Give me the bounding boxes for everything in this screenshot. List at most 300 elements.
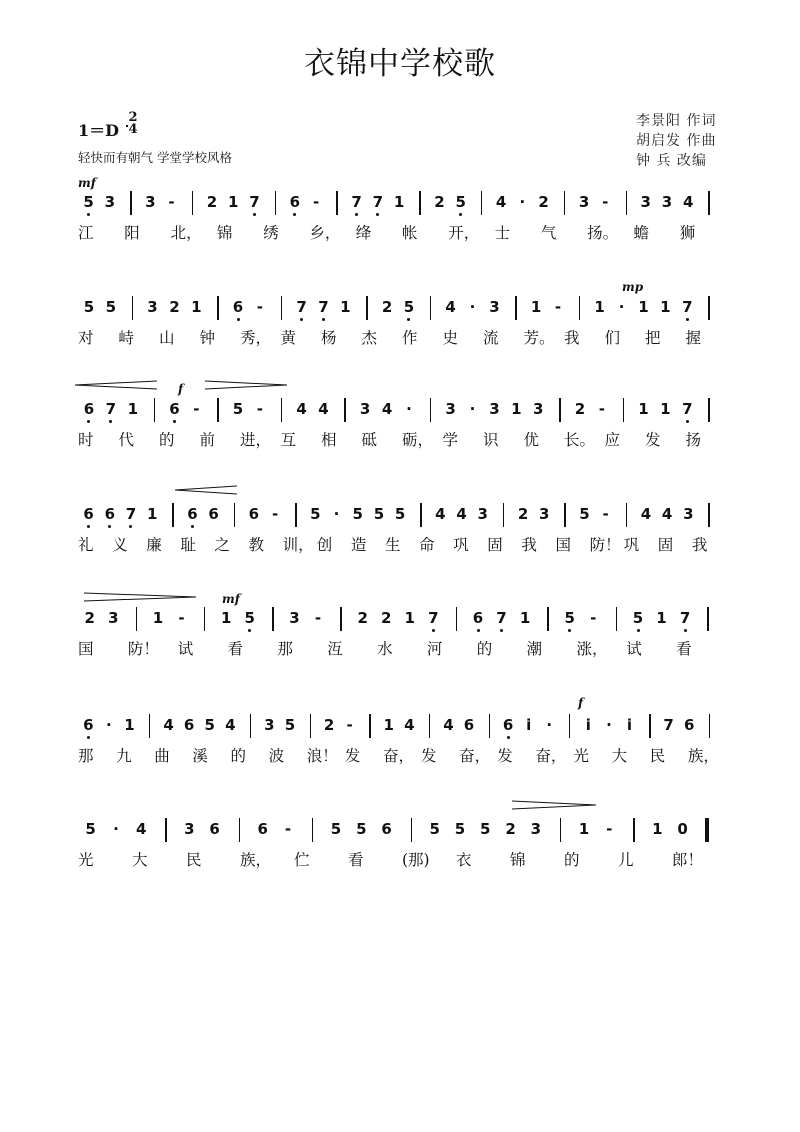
- barline: [708, 503, 710, 527]
- lyric-syllable: 发: [497, 747, 513, 765]
- note: 2: [84, 609, 95, 627]
- octave-dot: [237, 318, 240, 321]
- lyric-syllable: 绣: [263, 224, 279, 242]
- barline: [430, 398, 432, 422]
- note: 4: [445, 298, 456, 316]
- note: 5: [564, 609, 575, 627]
- note: 7: [428, 609, 439, 627]
- note: 3: [533, 400, 544, 418]
- note: 1: [578, 820, 590, 838]
- barline: [281, 398, 283, 422]
- score-system: [0, 193, 800, 263]
- note: 5: [356, 820, 367, 838]
- note: 5: [429, 820, 440, 838]
- crescendo-hairpin: [75, 380, 157, 390]
- note: -: [178, 609, 185, 627]
- song-title: 衣锦中学校歌: [304, 46, 496, 82]
- tempo-marking: 轻快而有朝气 学堂学校风格: [78, 150, 232, 165]
- lyric-syllable: 士: [494, 224, 511, 242]
- note: i: [626, 716, 633, 734]
- lyric-syllable: 学: [442, 431, 459, 449]
- lyric-syllable: 潮: [526, 640, 543, 658]
- lyric-syllable: 对: [78, 329, 94, 347]
- barline: [419, 191, 421, 215]
- barline: [275, 191, 277, 215]
- barline: [708, 296, 710, 320]
- barline: [130, 191, 132, 215]
- lyric-syllable: 的: [230, 747, 246, 765]
- note: 3: [578, 193, 590, 211]
- octave-dot: [322, 318, 325, 321]
- lyric-syllable: 奋，: [535, 747, 567, 765]
- lyric-syllable: 的: [159, 431, 175, 449]
- lyric-syllable: 阳: [124, 224, 140, 242]
- note: 3: [264, 716, 275, 734]
- lyric-syllable: 浪！: [306, 747, 338, 765]
- note: 7: [105, 400, 117, 418]
- note: 5: [204, 716, 215, 734]
- octave-dot: [684, 629, 687, 632]
- note: 3: [184, 820, 195, 838]
- decrescendo-hairpin: [84, 592, 196, 602]
- note: 5: [284, 716, 296, 734]
- barline: [336, 191, 338, 215]
- final-barline: [705, 818, 709, 842]
- lyric-syllable: (那): [402, 851, 430, 869]
- note: 6: [104, 505, 115, 523]
- note: i: [526, 716, 532, 734]
- barline: [489, 714, 491, 738]
- note: -: [313, 193, 320, 211]
- score-system: [0, 609, 800, 679]
- barline: [136, 607, 138, 631]
- lyric-syllable: 砥: [361, 431, 378, 449]
- note: 6: [257, 820, 268, 838]
- note: 5: [454, 820, 466, 838]
- note: 1: [530, 298, 542, 316]
- note: 1: [127, 400, 138, 418]
- note: 4: [495, 193, 507, 211]
- barline: [310, 714, 312, 738]
- barline: [281, 296, 283, 320]
- note: 1: [656, 609, 667, 627]
- note: 6: [381, 820, 392, 838]
- note: 6: [183, 716, 195, 734]
- lyric-syllable: 们: [604, 329, 621, 347]
- octave-dot: [253, 213, 256, 216]
- octave-dot: [355, 213, 358, 216]
- note: ·: [618, 298, 625, 316]
- time-signature-top: 2: [128, 110, 138, 125]
- note: ·: [606, 716, 612, 734]
- barline: [708, 191, 710, 215]
- lyric-syllable: 训，: [282, 536, 314, 554]
- barline: [547, 607, 549, 631]
- note: 5: [83, 298, 95, 316]
- lyric-syllable: 相: [321, 431, 337, 449]
- crescendo-hairpin: [175, 485, 237, 495]
- octave-dot: [432, 629, 435, 632]
- note: 7: [372, 193, 384, 211]
- note: 3: [477, 505, 488, 523]
- lyric-syllable: 把: [645, 329, 661, 347]
- barline: [616, 607, 618, 631]
- note: 5: [394, 505, 406, 523]
- lyric-syllable: 黄: [280, 329, 297, 347]
- barline: [564, 503, 566, 527]
- lyric-syllable: 史: [442, 329, 459, 347]
- lyric-syllable: 芳。: [523, 329, 555, 347]
- lyric-syllable: 山: [159, 329, 175, 347]
- lyric-syllable: 的: [476, 640, 493, 658]
- note: 4: [456, 505, 467, 523]
- lyric-syllable: 进，: [240, 431, 272, 449]
- note: ·: [469, 400, 476, 418]
- lyric-syllable: 曲: [154, 747, 170, 765]
- lyric-syllable: 发: [645, 431, 661, 449]
- note: 5: [579, 505, 590, 523]
- barline: [192, 191, 194, 215]
- note: 4: [296, 400, 307, 418]
- barline: [234, 503, 236, 527]
- lyric-syllable: 绛: [355, 224, 372, 242]
- note: 2: [206, 193, 218, 211]
- lyric-syllable: 礼: [78, 536, 94, 554]
- dynamic-mp: mp: [622, 280, 644, 294]
- note: 6: [463, 716, 475, 734]
- note: 3: [359, 400, 371, 418]
- barline: [369, 714, 371, 738]
- note: 4: [661, 505, 673, 523]
- lyric-syllable: 廉: [146, 536, 162, 554]
- lyric-syllable: 的: [564, 851, 580, 869]
- lyric-syllable: 互: [280, 431, 297, 449]
- time-signature: [126, 112, 140, 136]
- note: 7: [496, 609, 507, 627]
- score-system: [0, 820, 800, 890]
- lyric-syllable: 固: [487, 536, 503, 554]
- note: 6: [83, 400, 95, 418]
- lyric-syllable: 之: [214, 536, 230, 554]
- lyric-syllable: 江: [78, 224, 94, 242]
- note: 7: [679, 609, 691, 627]
- barline: [707, 607, 709, 631]
- barline: [626, 191, 628, 215]
- lyric-syllable: 锦: [216, 224, 233, 242]
- barline: [559, 398, 561, 422]
- lyric-syllable: 作: [402, 329, 418, 347]
- credit-composer: 胡启发 作曲: [636, 133, 717, 149]
- barline: [149, 714, 151, 738]
- barline: [132, 296, 134, 320]
- lyric-syllable: 砺，: [402, 431, 434, 449]
- lyric-syllable: 气: [540, 224, 557, 242]
- barline: [430, 296, 432, 320]
- dynamic-mf: mf: [78, 176, 96, 190]
- note: 1: [393, 193, 405, 211]
- barline: [626, 503, 628, 527]
- octave-dot: [87, 420, 90, 423]
- note: 4: [443, 716, 454, 734]
- barline: [564, 191, 566, 215]
- time-signature-line: [126, 125, 128, 127]
- note: 5: [232, 400, 244, 418]
- note: 5: [310, 505, 321, 523]
- lyric-syllable: 帐: [402, 224, 418, 242]
- octave-dot: [293, 213, 296, 216]
- note: -: [606, 820, 613, 838]
- note: 5: [83, 193, 94, 211]
- note: 3: [145, 193, 156, 211]
- note: 3: [108, 609, 119, 627]
- note: 6: [232, 298, 244, 316]
- barline: [411, 818, 413, 842]
- lyric-syllable: 大: [611, 747, 628, 765]
- octave-dot: [248, 629, 251, 632]
- time-signature-bottom: 4: [128, 122, 138, 137]
- barline: [366, 296, 368, 320]
- lyric-syllable: 生: [384, 536, 401, 554]
- barline: [708, 398, 710, 422]
- barline: [154, 398, 156, 422]
- note: 4: [435, 505, 446, 523]
- note: -: [168, 193, 175, 211]
- barline: [481, 191, 483, 215]
- note: 7: [296, 298, 307, 316]
- key-signature: 1＝D: [78, 121, 120, 140]
- note: 7: [318, 298, 329, 316]
- dynamic-mf: mf: [222, 592, 240, 606]
- barline: [239, 818, 241, 842]
- barline: [456, 607, 458, 631]
- note: 2: [538, 193, 549, 211]
- note: 5: [330, 820, 342, 838]
- note: 2: [505, 820, 516, 838]
- lyric-syllable: 九: [116, 747, 132, 765]
- lyric-syllable: 郎！: [672, 851, 704, 869]
- lyric-syllable: 那: [277, 640, 293, 658]
- score-system: [0, 505, 800, 575]
- barline: [569, 714, 571, 738]
- barline: [709, 714, 711, 738]
- note: 0: [677, 820, 688, 838]
- lyric-syllable: 义: [112, 536, 128, 554]
- lyric-syllable: 那: [78, 747, 94, 765]
- octave-dot: [500, 629, 503, 632]
- lyric-syllable: 应: [604, 431, 621, 449]
- lyric-syllable: 水: [377, 640, 393, 658]
- note: 2: [323, 716, 335, 734]
- octave-dot: [87, 525, 90, 528]
- note: 3: [445, 400, 456, 418]
- note: ·: [106, 716, 112, 734]
- octave-dot: [686, 318, 689, 321]
- barline: [272, 607, 274, 631]
- lyric-syllable: 我: [564, 329, 580, 347]
- note: 1: [152, 609, 164, 627]
- note: -: [554, 298, 562, 316]
- note: 6: [248, 505, 260, 523]
- lyric-syllable: 国: [555, 536, 571, 554]
- note: -: [271, 505, 279, 523]
- octave-dot: [173, 420, 176, 423]
- lyric-syllable: 防！: [589, 536, 621, 554]
- note: -: [590, 609, 597, 627]
- note: 1: [511, 400, 522, 418]
- lyric-syllable: 防！: [127, 640, 159, 658]
- barline: [503, 503, 505, 527]
- octave-dot: [407, 318, 410, 321]
- note: 7: [682, 400, 693, 418]
- lyric-syllable: 长。: [564, 431, 596, 449]
- dynamic-f: f: [178, 382, 184, 396]
- note: 5: [455, 193, 466, 211]
- lyric-syllable: 优: [523, 431, 540, 449]
- note: -: [256, 400, 264, 418]
- lyric-syllable: 我: [521, 536, 537, 554]
- note: -: [193, 400, 200, 418]
- lyric-syllable: 开，: [448, 224, 480, 242]
- dynamic-f: f: [578, 696, 584, 710]
- note: 5: [352, 505, 363, 523]
- lyric-syllable: 发: [344, 747, 361, 765]
- note: ·: [113, 820, 119, 838]
- lyric-syllable: 试: [626, 640, 642, 658]
- octave-dot: [507, 736, 510, 739]
- barline: [344, 398, 346, 422]
- octave-dot: [87, 736, 90, 739]
- barline: [429, 714, 431, 738]
- note: 4: [225, 716, 236, 734]
- octave-dot: [109, 420, 112, 423]
- lyric-syllable: 扬: [685, 431, 702, 449]
- note: 2: [169, 298, 180, 316]
- lyric-syllable: 沍: [327, 640, 343, 658]
- lyric-syllable: 看: [676, 640, 692, 658]
- lyric-syllable: 伫: [294, 851, 310, 869]
- note: 2: [434, 193, 445, 211]
- note: 4: [318, 400, 329, 418]
- lyric-syllable: 大: [132, 851, 148, 869]
- note: 1: [191, 298, 202, 316]
- note: ·: [469, 298, 476, 316]
- note: 1: [638, 400, 649, 418]
- lyric-syllable: 扬。: [587, 224, 619, 242]
- score-system: [0, 298, 800, 368]
- lyric-syllable: 教: [248, 536, 265, 554]
- lyric-syllable: 峙: [118, 329, 135, 347]
- note: 1: [146, 505, 158, 523]
- note: 1: [660, 298, 671, 316]
- lyric-syllable: 造: [350, 536, 367, 554]
- note: 2: [381, 609, 392, 627]
- octave-dot: [87, 213, 90, 216]
- barline: [623, 398, 625, 422]
- lyric-syllable: 握: [685, 329, 702, 347]
- note: 5: [632, 609, 644, 627]
- note: 3: [539, 505, 550, 523]
- note: 5: [480, 820, 491, 838]
- barline: [420, 503, 422, 527]
- decrescendo-hairpin: [512, 800, 596, 810]
- note: 6: [289, 193, 301, 211]
- note: 2: [381, 298, 393, 316]
- note: 4: [136, 820, 147, 838]
- octave-dot: [637, 629, 640, 632]
- note: ·: [519, 193, 526, 211]
- note: ·: [333, 505, 340, 523]
- octave-dot: [568, 629, 571, 632]
- barline: [172, 503, 174, 527]
- decrescendo-hairpin: [205, 380, 287, 390]
- lyric-syllable: 溪: [192, 747, 208, 765]
- lyric-syllable: 光: [573, 747, 590, 765]
- note: 7: [125, 505, 137, 523]
- note: 4: [404, 716, 415, 734]
- lyric-syllable: 奋，: [459, 747, 491, 765]
- note: 2: [517, 505, 529, 523]
- note: -: [284, 820, 292, 838]
- note: 3: [104, 193, 116, 211]
- note: 5: [105, 298, 117, 316]
- lyric-syllable: 钟: [199, 329, 216, 347]
- note: 6: [209, 820, 220, 838]
- lyric-syllable: 时: [78, 431, 94, 449]
- note: -: [256, 298, 264, 316]
- octave-dot: [477, 629, 480, 632]
- note: i: [585, 716, 591, 734]
- note: 6: [502, 716, 514, 734]
- note: -: [598, 400, 605, 418]
- note: 1: [227, 193, 239, 211]
- note: ·: [546, 716, 553, 734]
- lyric-syllable: 杨: [321, 329, 337, 347]
- lyric-syllable: 狮: [679, 224, 696, 242]
- note: 7: [682, 298, 693, 316]
- lyric-syllable: 秀，: [240, 329, 272, 347]
- note: 1: [404, 609, 415, 627]
- lyric-syllable: 族，: [687, 747, 719, 765]
- note: ·: [406, 400, 412, 418]
- lyric-syllable: 波: [268, 747, 285, 765]
- note: 6: [208, 505, 219, 523]
- barline: [560, 818, 562, 842]
- note: 1: [660, 400, 671, 418]
- lyric-syllable: 代: [118, 431, 135, 449]
- lyric-syllable: 流: [483, 329, 499, 347]
- lyric-syllable: 耻: [180, 536, 196, 554]
- octave-dot: [129, 525, 132, 528]
- lyric-syllable: 民: [649, 747, 666, 765]
- note: 6: [187, 505, 198, 523]
- note: -: [346, 716, 353, 734]
- octave-dot: [108, 525, 111, 528]
- note: 1: [221, 609, 232, 627]
- lyric-syllable: 衣: [456, 851, 472, 869]
- barline: [312, 818, 314, 842]
- barline: [579, 296, 581, 320]
- note: -: [314, 609, 322, 627]
- note: 7: [249, 193, 260, 211]
- note: 5: [85, 820, 96, 838]
- note: 3: [289, 609, 300, 627]
- lyric-syllable: 巩: [453, 536, 469, 554]
- note: 5: [403, 298, 415, 316]
- note: 5: [244, 609, 255, 627]
- note: 2: [574, 400, 586, 418]
- lyric-syllable: 民: [186, 851, 202, 869]
- note: 4: [640, 505, 652, 523]
